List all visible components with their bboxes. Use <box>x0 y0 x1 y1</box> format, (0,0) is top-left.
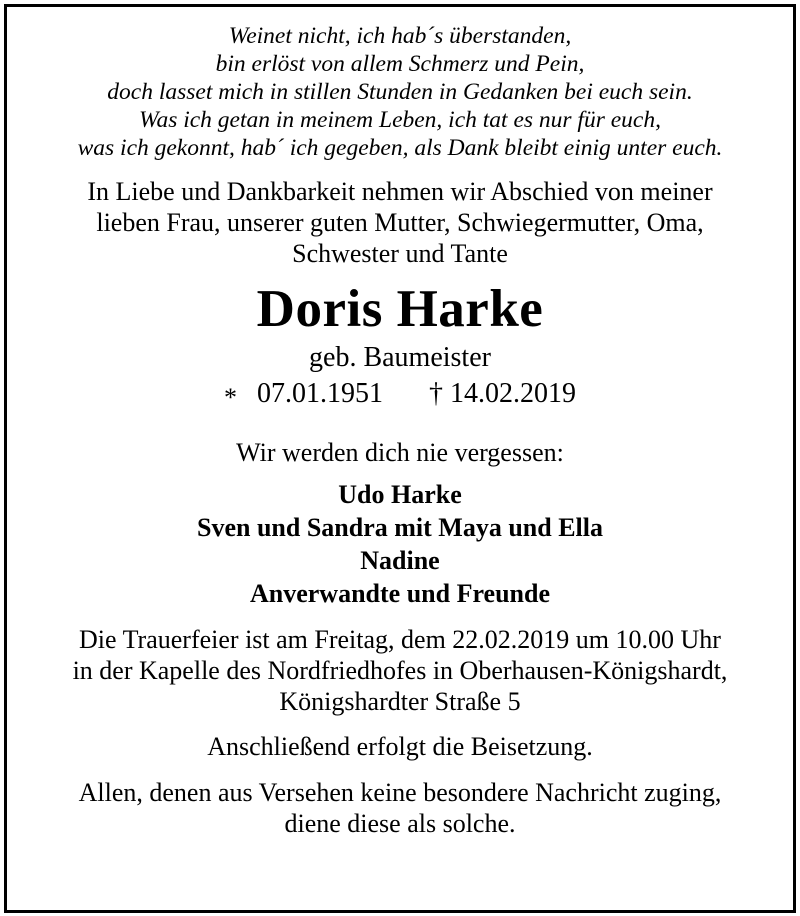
mourner-name: Sven und Sandra mit Maya und Ella <box>196 513 603 542</box>
intro-line: In Liebe und Dankbarkeit nehmen wir Abschied von meiner <box>87 177 713 206</box>
poem <box>7 22 793 162</box>
obituary-content <box>7 7 793 839</box>
maiden-name: geb. Baumeister <box>309 342 491 373</box>
poem-line: doch lasset mich in stillen Stunden in Gedanken bei euch sein. <box>107 79 693 105</box>
closing-notice <box>7 777 793 839</box>
poem-line: bin erlöst von allem Schmerz und Pein, <box>215 51 585 77</box>
mourner-name: Udo Harke <box>338 480 462 509</box>
intro-line: Schwester und Tante <box>292 239 508 268</box>
mourners-intro: Wir werden dich nie vergessen: <box>236 438 564 467</box>
obituary-frame <box>4 4 796 913</box>
intro-line: lieben Frau, unserer guten Mutter, Schwiegermutter, Oma, <box>96 208 704 237</box>
mourner-name: Nadine <box>360 546 440 575</box>
notice-line: Allen, denen aus Versehen keine besondere Nachricht zuging, <box>78 778 722 807</box>
mourner-name: Anverwandte und Freunde <box>249 579 550 608</box>
service-line: Königshardter Straße 5 <box>279 687 521 716</box>
life-dates <box>7 376 793 412</box>
death-date: † 14.02.2019 <box>429 378 576 409</box>
poem-line: Was ich getan in meinem Leben, ich tat es nur für euch, <box>139 107 661 133</box>
deceased-name: Doris Harke <box>256 280 544 338</box>
poem-line: was ich gekonnt, hab´ ich gegeben, als Dank bleibt einig unter euch. <box>77 135 723 161</box>
poem-line: Weinet nicht, ich hab´s überstanden, <box>228 23 572 49</box>
mourners-list <box>7 478 793 610</box>
service-line: in der Kapelle des Nordfriedhofes in Oberhausen-Königshardt, <box>72 656 728 685</box>
farewell-intro <box>7 176 793 269</box>
birth-date: 07.01.1951 <box>257 378 383 409</box>
funeral-service-info <box>7 624 793 717</box>
burial-note: Anschließend erfolgt die Beisetzung. <box>207 732 593 761</box>
service-line: Die Trauerfeier ist am Freitag, dem 22.02.2019 um 10.00 Uhr <box>79 625 721 654</box>
birth-star-icon: * <box>224 383 237 412</box>
notice-line: diene diese als solche. <box>284 809 516 838</box>
